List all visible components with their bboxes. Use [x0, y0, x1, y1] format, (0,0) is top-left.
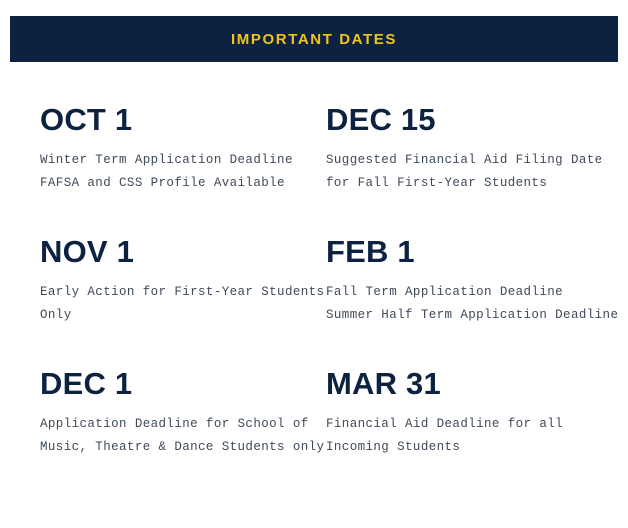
date-description-line: Music, Theatre & Dance Students only [40, 440, 325, 454]
page-title: IMPORTANT DATES [231, 30, 397, 48]
date-description-line: FAFSA and CSS Profile Available [40, 176, 285, 190]
date-description-line: Application Deadline for School of [40, 417, 309, 431]
date-description-line: Incoming Students [326, 440, 461, 454]
header-band [10, 16, 618, 62]
date-heading: NOV 1 [40, 234, 135, 269]
date-description-line: Winter Term Application Deadline [40, 153, 293, 167]
date-heading: DEC 15 [326, 102, 436, 137]
date-description-line: for Fall First-Year Students [326, 176, 548, 190]
date-description-line: Suggested Financial Aid Filing Date [326, 153, 603, 167]
date-entry-nov-1 [40, 236, 324, 327]
date-entry-feb-1 [326, 236, 618, 327]
date-description-line: Only [40, 308, 72, 322]
date-description-line: Financial Aid Deadline for all [326, 417, 564, 431]
date-entry-oct-1 [40, 104, 293, 195]
date-description-line: Fall Term Application Deadline [326, 285, 564, 299]
date-description-line: Summer Half Term Application Deadline [326, 308, 619, 322]
date-heading: DEC 1 [40, 366, 133, 401]
date-entry-dec-1 [40, 368, 324, 459]
date-heading: OCT 1 [40, 102, 133, 137]
date-heading: MAR 31 [326, 366, 441, 401]
date-entry-dec-15 [326, 104, 603, 195]
date-entry-mar-31 [326, 368, 563, 459]
date-description-line: Early Action for First-Year Students [40, 285, 325, 299]
date-heading: FEB 1 [326, 234, 415, 269]
